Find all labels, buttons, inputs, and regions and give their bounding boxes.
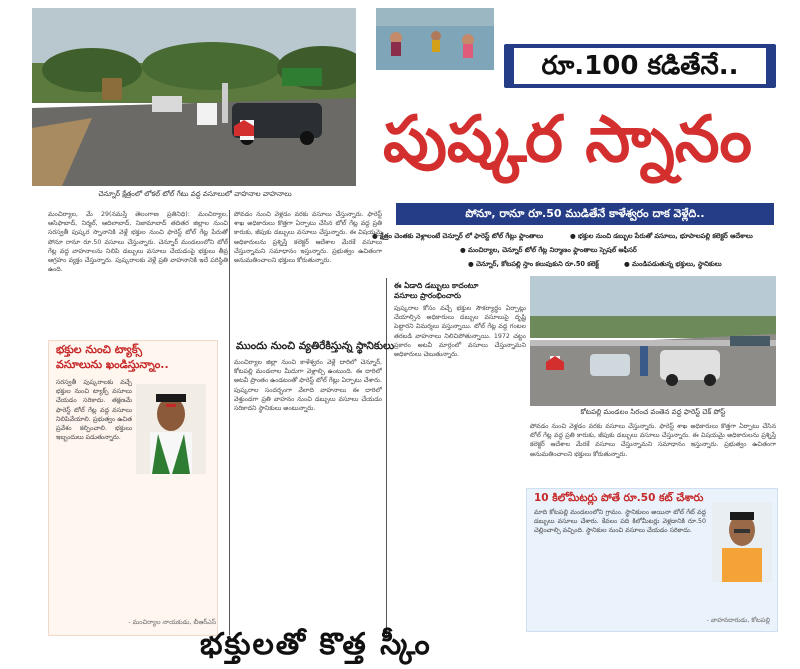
mid-section-heading: ముందు నుంచి వ్యతిరేకిస్తున్న స్థానికులు — [236, 340, 395, 352]
person-photo-1 — [136, 384, 206, 474]
quote-heading-line-2: వసూలును ఖండిస్తున్నాం.. — [56, 358, 169, 371]
bottom-headline: భక్తులతో కొత్త స్కీం — [200, 627, 432, 662]
kicker-banner — [504, 44, 776, 88]
main-photo — [32, 8, 356, 186]
bullet-1: ● క్షేత్రం చెంతకు వెళ్లాలంటే చెన్నూర్ లో ఫారెస్ట్ టోల్ గేట్లు ఫ్లాంతాలు — [372, 232, 544, 240]
right-heading-1: ఈ ఏడాది డబ్బులు కాదంటూ — [394, 281, 479, 290]
person-photo-2 — [712, 502, 772, 582]
body-col-4: పుష్కరాల కోసం వచ్చే భక్తుల సౌకర్యార్థం ఏర్పాట్లు చేయాల్సిన అధికారులు డబ్బుల వసూలుపై దృష్టి పెట్టారని విమర్శలు వస్తున్నాయి. టోల్ గేట్ల వద్ద గంటల తరబడి వాహనాలు నిలిచిపోతున్నాయి. 1972 చట్టం ప్రకారం అటవీ మార్గంలో వసూలు చేస్తున్నామని అధికారులు చెబుతున్నారు. — [394, 305, 526, 359]
divider-vertical-2 — [386, 278, 387, 636]
right-heading-2: వసూలు ప్రారంభించారు — [394, 291, 462, 300]
quote-heading — [56, 342, 169, 372]
river-photo — [376, 8, 494, 70]
quote-text: సరస్వతీ పుష్కరాలకు వచ్చే భక్తుల నుంచి ట్యాక్స్ వసూలు చేయడం సరికాదు. తక్షణమే ఫారెస్ట్ టోల్ గేట్ల వద్ద వసూలు నిలిపివేయాలి. ప్రభుత్వం ఉచిత ప్రవేశం కల్పించాలి. భక్తులు ఇబ్బందులు పడుతున్నారు. — [56, 379, 132, 442]
blue-quote-credit: - వాహనదారుడు, కోటపల్లి — [706, 617, 770, 624]
bullet-3: ● మంచిర్యాల, చెన్నూర్ టోల్ గేట్ల నిర్మాణం ఫ్లాంతాలు స్పెషల్ ఆఫీసర్ — [460, 246, 637, 254]
blue-quote-heading: 10 కిలోమీటర్లు పోతే రూ.50 కట్ చేశారు — [534, 492, 704, 504]
kicker-text: రూ.100 కడితేనే.. — [514, 48, 766, 84]
bullet-5: ● మండిపడుతున్న భక్తులు, స్థానికులు — [624, 260, 722, 268]
bullet-2: ● భక్తుల నుంచి డబ్బుల పేరుతో వసూలు, భూపాలపల్లి కలెక్టర్ ఆదేశాలు — [570, 232, 753, 240]
bullet-4: ● చెన్నూర్, కోటపల్లి స్తాం కలుపుకుని రూ.50 కలెక్ట్ — [468, 260, 599, 268]
subhead-banner: పోనూ, రానూ రూ.50 ముడితేనే కాళేశ్వరం దాక వెళ్లేది.. — [396, 203, 774, 225]
body-col-3: మంచిర్యాల జిల్లా నుంచి కాళేశ్వరం వెళ్లే దారిలో చెన్నూర్, కోటపల్లి మండలాల మీదుగా వెళ్లాల్సి ఉంటుంది. ఈ దారిలో అటవీ ప్రాంతం ఉండటంతో ఫారెస్ట్ టోల్ గేట్లు ఏర్పాటు చేశారు. పుష్కరాల సందర్భంగా వేలాది వాహనాలు ఈ దారిలో వెళ్తుండగా ప్రతి వాహనం నుంచి డబ్బులు వసూలు చేయడం సరికాదని స్థానికులు అంటున్నారు. — [234, 359, 382, 413]
main-headline-box — [345, 88, 790, 196]
bridge-photo-caption: కోటపల్లి మండలం సిరంచ వంతెన వద్ద ఫారెస్ట్ చెక్ పోస్ట్ — [580, 408, 726, 416]
blue-quote-text: మాది కోటపల్లి మండలంలోని గ్రామం. స్థానికులం అయినా టోల్ గేట్ వద్ద డబ్బులు వసూలు చేశారు. కేవలం పది కిలోమీటర్లు వెళ్లడానికి రూ.50 చెల్లించాల్సి వచ్చింది. స్థానికుల నుంచి వసూలు చేయడం సరికాదు. — [534, 509, 706, 535]
main-photo-caption: చెన్నూర్ క్షేత్రంలో లోకల్ టోల్ గేటు వద్ద వసూలులో వాహనాల వాహనాలు — [98, 190, 292, 198]
quote-credit: - మంచిర్యాల నాయకుడు, బీఆర్ఎస్ — [128, 619, 216, 626]
main-headline: పుష్కర స్నానం — [382, 103, 753, 177]
body-col-1: మంచిర్యాల, మే 29(నమస్తే తెలంగాణ ప్రతినిధి): మంచిర్యాల, ఆసిఫాబాద్, నిర్మల్, ఆదిలాబాద్, నిజామాబాద్ తదితర జిల్లాల నుంచి సరస్వతీ పుష్కర స్నానానికి వెళ్లే భక్తుల నుంచి ఫారెస్ట్ టోల్ గేట్ల పేరుతో పోనూ రానూ రూ.50 వసూలు చేస్తున్నారు. చెన్నూర్ మండలంలోని టోల్ గేట్ల వద్ద వాహనాలను నిలిపి డబ్బులు వసూలు చేయడంపై భక్తులు తీవ్ర ఆగ్రహం వ్యక్తం చేస్తున్నారు. పుష్కరాలకు వెళ్లే ప్రతి వాహనానికి ఇదే పరిస్థితి ఉంది. — [48, 211, 228, 274]
body-col-2: పోవడం నుంచి వెళ్లడం వరకు వసూలు చేస్తున్నారు. ఫారెస్ట్ శాఖ అధికారులు కొత్తగా ఏర్పాటు చేసిన టోల్ గేట్ల వద్ద ప్రతి కారుకు, జీపుకు డబ్బులు వసూలు చేస్తున్నారు. ఈ విషయమై అధికారులను ప్రశ్నిస్తే కలెక్టర్ ఆదేశాల మేరకే వసూలు చేస్తున్నామని సమాధానం ఇస్తున్నారు. ప్రభుత్వం ఉచితంగా అనుమతించాలని భక్తులు కోరుతున్నారు. — [234, 211, 382, 265]
quote-heading-line-1: భక్తుల నుంచి ట్యాక్స్ — [56, 343, 143, 356]
body-col-5: పోవడం నుంచి వెళ్లడం వరకు వసూలు చేస్తున్నారు. ఫారెస్ట్ శాఖ అధికారులు కొత్తగా ఏర్పాటు చేసిన టోల్ గేట్ల వద్ద ప్రతి కారుకు, జీపుకు డబ్బులు వసూలు చేస్తున్నారు. ఈ విషయమై అధికారులను ప్రశ్నిస్తే కలెక్టర్ ఆదేశాల మేరకే వసూలు చేస్తున్నామని సమాధానం ఇస్తున్నారు. ప్రభుత్వం ఉచితంగా అనుమతించాలని భక్తులు కోరుతున్నారు. — [530, 423, 776, 458]
divider-vertical — [229, 210, 230, 635]
bridge-photo — [530, 276, 776, 406]
